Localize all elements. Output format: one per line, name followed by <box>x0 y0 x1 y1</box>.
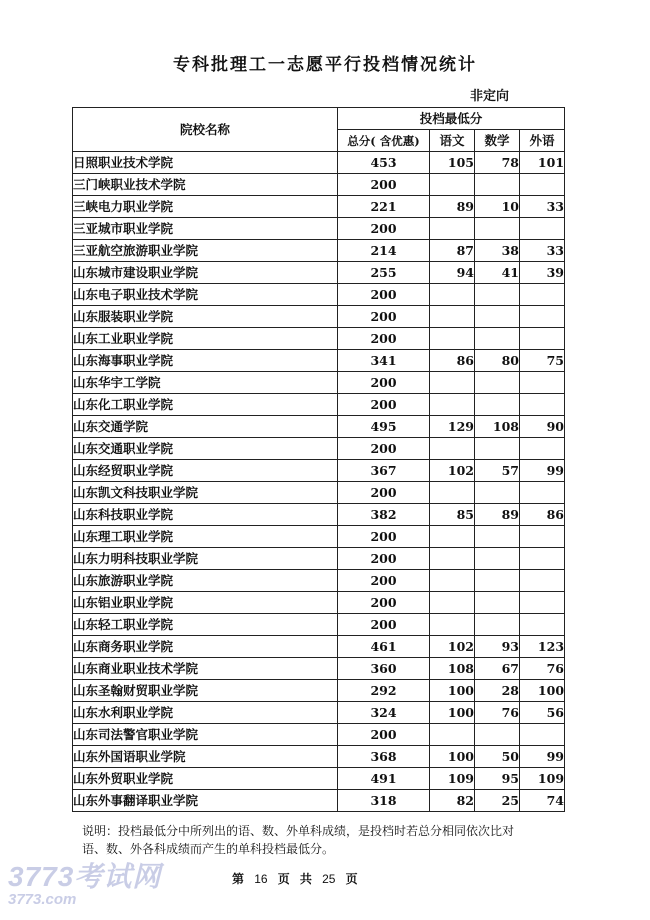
total-score-cell: 200 <box>338 526 430 548</box>
math-score-cell: 28 <box>475 680 520 702</box>
foreign-score-cell: 74 <box>520 790 565 812</box>
school-name-cell: 山东工业职业学院 <box>73 328 338 350</box>
math-score-cell: 25 <box>475 790 520 812</box>
school-name-cell: 山东服装职业学院 <box>73 306 338 328</box>
page-title: 专科批理工一志愿平行投档情况统计 <box>173 55 477 75</box>
school-name-cell: 山东交通学院 <box>73 416 338 438</box>
school-name-cell: 山东力明科技职业学院 <box>73 548 338 570</box>
note-line-2: 语、数、外各科成绩而产生的单科投档最低分。 <box>82 842 335 856</box>
foreign-score-cell: 99 <box>520 460 565 482</box>
total-score-cell: 200 <box>338 548 430 570</box>
watermark-url: 3773.com <box>8 891 77 908</box>
total-score-cell: 200 <box>338 570 430 592</box>
foreign-score-cell: 75 <box>520 350 565 372</box>
foreign-score-cell <box>520 328 565 350</box>
total-score-cell: 341 <box>338 350 430 372</box>
header-school: 院校名称 <box>73 108 338 152</box>
total-score-cell: 382 <box>338 504 430 526</box>
math-score-cell: 76 <box>475 702 520 724</box>
foreign-score-cell: 39 <box>520 262 565 284</box>
school-name-cell: 山东圣翰财贸职业学院 <box>73 680 338 702</box>
math-score-cell <box>475 614 520 636</box>
math-score-cell: 50 <box>475 746 520 768</box>
chinese-score-cell: 100 <box>430 702 475 724</box>
table-row <box>73 592 565 614</box>
math-score-cell: 67 <box>475 658 520 680</box>
foreign-score-cell <box>520 570 565 592</box>
math-score-cell <box>475 592 520 614</box>
table-row <box>73 328 565 350</box>
table-row <box>73 504 565 526</box>
math-score-cell <box>475 328 520 350</box>
school-name-cell: 三门峡职业技术学院 <box>73 174 338 196</box>
math-score-cell <box>475 174 520 196</box>
math-score-cell: 80 <box>475 350 520 372</box>
foreign-score-cell: 99 <box>520 746 565 768</box>
chinese-score-cell: 100 <box>430 746 475 768</box>
chinese-score-cell: 100 <box>430 680 475 702</box>
foreign-score-cell <box>520 724 565 746</box>
chinese-score-cell: 108 <box>430 658 475 680</box>
foreign-score-cell: 56 <box>520 702 565 724</box>
table-row <box>73 482 565 504</box>
scores-table <box>72 107 565 812</box>
chinese-score-cell <box>430 614 475 636</box>
total-score-cell: 200 <box>338 592 430 614</box>
table-row <box>73 614 565 636</box>
school-name-cell: 山东轻工职业学院 <box>73 614 338 636</box>
table-row <box>73 636 565 658</box>
footer-page-number: 16 <box>254 872 268 886</box>
foreign-score-cell: 123 <box>520 636 565 658</box>
total-score-cell: 318 <box>338 790 430 812</box>
chinese-score-cell <box>430 526 475 548</box>
school-name-cell: 山东交通职业学院 <box>73 438 338 460</box>
total-score-cell: 360 <box>338 658 430 680</box>
foreign-score-cell: 86 <box>520 504 565 526</box>
total-score-cell: 200 <box>338 174 430 196</box>
table-row <box>73 548 565 570</box>
chinese-score-cell <box>430 548 475 570</box>
school-name-cell: 山东凯文科技职业学院 <box>73 482 338 504</box>
table-row <box>73 152 565 174</box>
math-score-cell: 41 <box>475 262 520 284</box>
foreign-score-cell: 109 <box>520 768 565 790</box>
chinese-score-cell: 82 <box>430 790 475 812</box>
table-row <box>73 526 565 548</box>
foreign-score-cell: 90 <box>520 416 565 438</box>
school-name-cell: 山东电子职业技术学院 <box>73 284 338 306</box>
foreign-score-cell <box>520 174 565 196</box>
foreign-score-cell <box>520 372 565 394</box>
watermark-logo <box>8 855 161 908</box>
chinese-score-cell: 89 <box>430 196 475 218</box>
math-score-cell <box>475 438 520 460</box>
note-line-1: 说明：投档最低分中所列出的语、数、外单科成绩，是投档时若总分相同依次比对 <box>82 824 515 838</box>
school-name-cell: 山东商务职业学院 <box>73 636 338 658</box>
footer-prefix: 第 <box>232 872 245 886</box>
school-name-cell: 山东水利职业学院 <box>73 702 338 724</box>
table-row <box>73 240 565 262</box>
table-row <box>73 790 565 812</box>
table-row <box>73 768 565 790</box>
foreign-score-cell <box>520 218 565 240</box>
total-score-cell: 491 <box>338 768 430 790</box>
school-name-cell: 山东外贸职业学院 <box>73 768 338 790</box>
foreign-score-cell <box>520 438 565 460</box>
table-row <box>73 372 565 394</box>
chinese-score-cell: 102 <box>430 636 475 658</box>
total-score-cell: 324 <box>338 702 430 724</box>
school-name-cell: 山东司法警官职业学院 <box>73 724 338 746</box>
total-score-cell: 292 <box>338 680 430 702</box>
foreign-score-cell <box>520 394 565 416</box>
chinese-score-cell <box>430 218 475 240</box>
math-score-cell: 93 <box>475 636 520 658</box>
chinese-score-cell <box>430 570 475 592</box>
chinese-score-cell: 85 <box>430 504 475 526</box>
school-name-cell: 山东外事翻译职业学院 <box>73 790 338 812</box>
math-score-cell: 57 <box>475 460 520 482</box>
chinese-score-cell <box>430 306 475 328</box>
foreign-score-cell <box>520 284 565 306</box>
foreign-score-cell <box>520 592 565 614</box>
total-score-cell: 255 <box>338 262 430 284</box>
chinese-score-cell <box>430 592 475 614</box>
watermark-text: 3773考试网 <box>8 861 162 892</box>
table-row <box>73 284 565 306</box>
math-score-cell <box>475 394 520 416</box>
total-score-cell: 200 <box>338 614 430 636</box>
total-score-cell: 200 <box>338 218 430 240</box>
table-row <box>73 416 565 438</box>
chinese-score-cell: 102 <box>430 460 475 482</box>
math-score-cell: 108 <box>475 416 520 438</box>
school-name-cell: 山东商业职业技术学院 <box>73 658 338 680</box>
table-row <box>73 680 565 702</box>
table-row <box>73 196 565 218</box>
total-score-cell: 200 <box>338 372 430 394</box>
chinese-score-cell <box>430 438 475 460</box>
school-name-cell: 山东城市建设职业学院 <box>73 262 338 284</box>
table-row <box>73 460 565 482</box>
school-name-cell: 山东海事职业学院 <box>73 350 338 372</box>
table-row <box>73 746 565 768</box>
table-row <box>73 174 565 196</box>
school-name-cell: 三峡电力职业学院 <box>73 196 338 218</box>
table-row <box>73 570 565 592</box>
chinese-score-cell <box>430 284 475 306</box>
chinese-score-cell: 86 <box>430 350 475 372</box>
footer-suffix: 页 <box>345 872 358 886</box>
footer-total-pages: 25 <box>322 872 336 886</box>
table-row <box>73 438 565 460</box>
header-min-score-group: 投档最低分 <box>338 108 565 130</box>
total-score-cell: 200 <box>338 724 430 746</box>
footer-mid: 页 共 <box>277 872 312 886</box>
math-score-cell <box>475 482 520 504</box>
chinese-score-cell: 109 <box>430 768 475 790</box>
total-score-cell: 200 <box>338 284 430 306</box>
chinese-score-cell <box>430 482 475 504</box>
math-score-cell <box>475 526 520 548</box>
header-foreign: 外语 <box>520 130 565 152</box>
foreign-score-cell: 100 <box>520 680 565 702</box>
chinese-score-cell: 87 <box>430 240 475 262</box>
foreign-score-cell: 33 <box>520 240 565 262</box>
chinese-score-cell <box>430 328 475 350</box>
foreign-score-cell: 33 <box>520 196 565 218</box>
math-score-cell <box>475 372 520 394</box>
chinese-score-cell <box>430 174 475 196</box>
school-name-cell: 山东华宇工学院 <box>73 372 338 394</box>
foreign-score-cell <box>520 614 565 636</box>
chinese-score-cell <box>430 394 475 416</box>
table-row <box>73 350 565 372</box>
school-name-cell: 山东外国语职业学院 <box>73 746 338 768</box>
math-score-cell: 78 <box>475 152 520 174</box>
header-total: 总分( 含优惠) <box>338 130 430 152</box>
school-name-cell: 三亚航空旅游职业学院 <box>73 240 338 262</box>
table-row <box>73 306 565 328</box>
school-name-cell: 三亚城市职业学院 <box>73 218 338 240</box>
school-name-cell: 日照职业技术学院 <box>73 152 338 174</box>
school-name-cell: 山东理工职业学院 <box>73 526 338 548</box>
math-score-cell <box>475 306 520 328</box>
header-chinese: 语文 <box>430 130 475 152</box>
foreign-score-cell: 101 <box>520 152 565 174</box>
math-score-cell: 10 <box>475 196 520 218</box>
math-score-cell: 95 <box>475 768 520 790</box>
total-score-cell: 200 <box>338 482 430 504</box>
math-score-cell <box>475 218 520 240</box>
note-text <box>82 822 572 858</box>
foreign-score-cell <box>520 482 565 504</box>
total-score-cell: 200 <box>338 438 430 460</box>
total-score-cell: 453 <box>338 152 430 174</box>
foreign-score-cell: 76 <box>520 658 565 680</box>
math-score-cell <box>475 724 520 746</box>
subtitle-label: 非定向 <box>470 89 510 104</box>
table-row <box>73 394 565 416</box>
chinese-score-cell: 94 <box>430 262 475 284</box>
foreign-score-cell <box>520 306 565 328</box>
chinese-score-cell: 105 <box>430 152 475 174</box>
school-name-cell: 山东科技职业学院 <box>73 504 338 526</box>
total-score-cell: 368 <box>338 746 430 768</box>
total-score-cell: 200 <box>338 306 430 328</box>
chinese-score-cell: 129 <box>430 416 475 438</box>
total-score-cell: 214 <box>338 240 430 262</box>
page-footer <box>232 870 358 887</box>
table-row <box>73 724 565 746</box>
table-body <box>73 152 565 812</box>
total-score-cell: 221 <box>338 196 430 218</box>
total-score-cell: 200 <box>338 394 430 416</box>
chinese-score-cell <box>430 372 475 394</box>
total-score-cell: 461 <box>338 636 430 658</box>
foreign-score-cell <box>520 548 565 570</box>
total-score-cell: 495 <box>338 416 430 438</box>
foreign-score-cell <box>520 526 565 548</box>
school-name-cell: 山东经贸职业学院 <box>73 460 338 482</box>
math-score-cell <box>475 548 520 570</box>
table-row <box>73 658 565 680</box>
chinese-score-cell <box>430 724 475 746</box>
table-row <box>73 218 565 240</box>
math-score-cell: 89 <box>475 504 520 526</box>
math-score-cell <box>475 284 520 306</box>
math-score-cell <box>475 570 520 592</box>
total-score-cell: 367 <box>338 460 430 482</box>
table-row <box>73 702 565 724</box>
school-name-cell: 山东化工职业学院 <box>73 394 338 416</box>
school-name-cell: 山东旅游职业学院 <box>73 570 338 592</box>
table-row <box>73 262 565 284</box>
school-name-cell: 山东铝业职业学院 <box>73 592 338 614</box>
math-score-cell: 38 <box>475 240 520 262</box>
header-math: 数学 <box>475 130 520 152</box>
total-score-cell: 200 <box>338 328 430 350</box>
